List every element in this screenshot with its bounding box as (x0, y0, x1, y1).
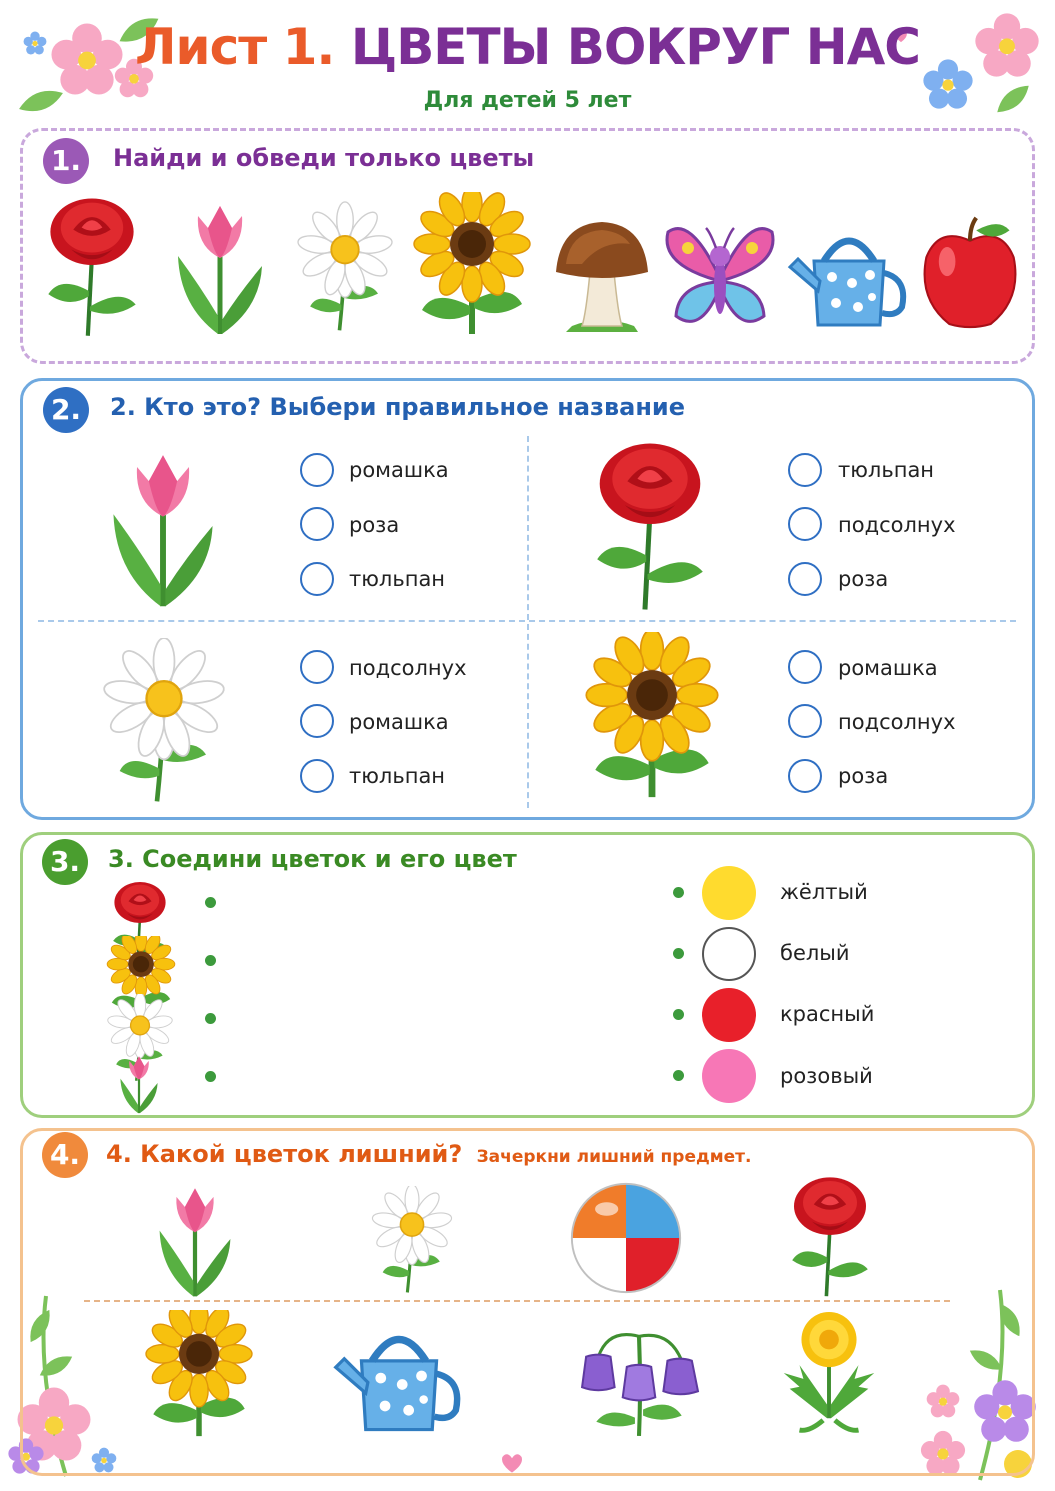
dandelion-icon[interactable] (770, 1310, 888, 1438)
watering-can-icon[interactable] (784, 220, 914, 332)
option-radio[interactable] (788, 704, 822, 738)
connect-dot[interactable] (673, 1009, 684, 1020)
page-title (0, 18, 1055, 76)
mushroom-icon[interactable] (552, 212, 652, 336)
color-swatch-yellow (702, 866, 756, 920)
title-part2: ЦВЕТЫ ВОКРУГ НАС (350, 18, 920, 76)
option-radio[interactable] (788, 650, 822, 684)
rose-icon (584, 436, 716, 612)
color-label: жёлтый (780, 880, 868, 904)
rose-icon[interactable] (108, 878, 172, 930)
option-label: подсолнух (838, 710, 956, 734)
daisy-icon[interactable] (290, 196, 400, 340)
option-radio[interactable] (300, 453, 334, 487)
option-label: ромашка (349, 458, 449, 482)
option-radio[interactable] (788, 759, 822, 793)
connect-dot[interactable] (205, 1013, 216, 1024)
daisy-icon[interactable] (102, 994, 178, 1050)
tulip-icon[interactable] (170, 192, 270, 340)
option-label: роза (838, 764, 889, 788)
ball-icon[interactable] (566, 1180, 686, 1296)
task3-title: 3. Соедини цветок и его цвет (108, 845, 517, 873)
tulip-icon[interactable] (150, 1180, 240, 1298)
task2-number-badge: 2. (43, 387, 89, 433)
grid-divider-vertical (527, 436, 529, 808)
task1-number-badge: 1. (43, 138, 89, 184)
grid-divider-horizontal (38, 620, 1016, 622)
color-label: розовый (780, 1064, 873, 1088)
sunflower-icon (584, 632, 720, 808)
rose-icon[interactable] (40, 192, 144, 338)
option-radio[interactable] (788, 453, 822, 487)
rose-icon[interactable] (780, 1172, 880, 1298)
sunflower-icon[interactable] (140, 1310, 258, 1438)
option-label: подсолнух (349, 656, 467, 680)
option-label: роза (349, 513, 400, 537)
task4-title (106, 1140, 751, 1168)
option-label: тюльпан (838, 458, 935, 482)
option-radio[interactable] (300, 759, 334, 793)
daisy-icon (94, 638, 234, 806)
daisy-icon[interactable] (360, 1186, 464, 1294)
option-label: тюльпан (349, 764, 446, 788)
option-radio[interactable] (788, 562, 822, 596)
option-radio[interactable] (300, 507, 334, 541)
connect-dot[interactable] (205, 1071, 216, 1082)
page-subtitle: Для детей 5 лет (423, 88, 632, 113)
apple-icon[interactable] (918, 212, 1022, 334)
connect-dot[interactable] (205, 897, 216, 908)
tulip-icon[interactable] (108, 1052, 170, 1114)
connect-dot[interactable] (673, 1070, 684, 1081)
connect-dot[interactable] (673, 887, 684, 898)
task4-title-text: 4. Какой цветок лишний? (106, 1140, 463, 1168)
option-label: ромашка (838, 656, 938, 680)
sunflower-icon[interactable] (106, 936, 176, 994)
connect-dot[interactable] (205, 955, 216, 966)
title-part1: Лист 1. (135, 18, 335, 76)
row-divider (84, 1300, 950, 1302)
option-radio[interactable] (300, 650, 334, 684)
option-radio[interactable] (788, 507, 822, 541)
sunflower-icon[interactable] (412, 192, 532, 340)
color-swatch-red (702, 988, 756, 1042)
connect-dot[interactable] (673, 948, 684, 959)
task1-title: Найди и обведи только цветы (113, 144, 535, 172)
option-label: роза (838, 567, 889, 591)
butterfly-icon[interactable] (660, 214, 780, 338)
option-label: ромашка (349, 710, 449, 734)
option-radio[interactable] (300, 562, 334, 596)
color-label: красный (780, 1002, 875, 1026)
option-label: тюльпан (349, 567, 446, 591)
bellflower-icon[interactable] (566, 1316, 712, 1438)
color-swatch-pink (702, 1049, 756, 1103)
color-swatch-white (702, 927, 756, 981)
option-radio[interactable] (300, 704, 334, 738)
task4-number-badge: 4. (42, 1132, 88, 1178)
task4-hint: Зачеркни лишний предмет. (476, 1147, 752, 1167)
option-label: подсолнух (838, 513, 956, 537)
task3-number-badge: 3. (42, 839, 88, 885)
color-label: белый (780, 941, 850, 965)
task2-title: 2. Кто это? Выбери правильное название (110, 393, 686, 421)
tulip-icon (104, 440, 222, 612)
watering-can-icon[interactable] (326, 1318, 472, 1436)
